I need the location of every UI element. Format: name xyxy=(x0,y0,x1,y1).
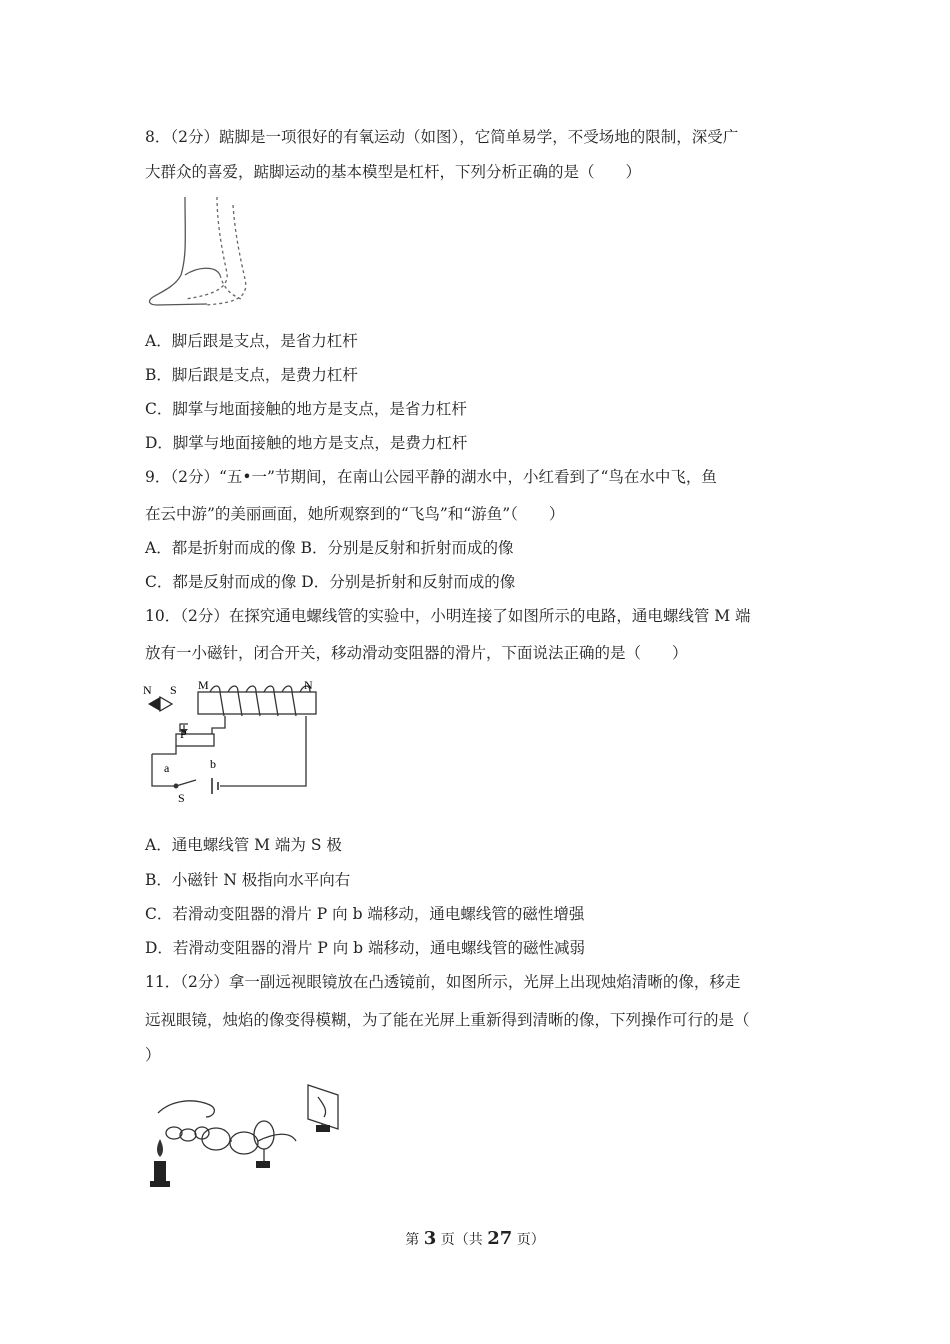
q9-options-ab: A．都是折射而成的像 B．分别是反射和折射而成的像 xyxy=(145,539,514,557)
rheostat-label-b: b xyxy=(210,757,216,771)
rheostat-label-a: a xyxy=(164,761,170,775)
q11-stem-line1: 11．（2分）拿一副远视眼镜放在凸透镜前，如图所示，光屏上出现烛焰清晰的像，移走 xyxy=(145,973,741,991)
needle-label-n: N xyxy=(143,683,152,697)
q8-option-b: B．脚后跟是支点，是费力杠杆 xyxy=(145,366,358,384)
footer-middle: 页（共 xyxy=(436,1232,488,1248)
q8-option-d: D．脚掌与地面接触的地方是支点，是费力杠杆 xyxy=(145,434,468,452)
q11-stem-line2: 远视眼镜，烛焰的像变得模糊，为了能在光屏上重新得到清晰的像，下列操作可行的是（ xyxy=(145,1011,750,1029)
q10-stem-line1: 10．（2分）在探究通电螺线管的实验中，小明连接了如图所示的电路，通电螺线管 M 端 xyxy=(145,607,751,625)
q9-options-cd: C．都是反射而成的像 D．分别是折射和反射而成的像 xyxy=(145,573,516,591)
footer-prefix: 第 xyxy=(405,1232,424,1248)
switch-label-s: S xyxy=(178,791,185,805)
q10-option-b: B．小磁针 N 极指向水平向右 xyxy=(145,871,351,889)
candle-lens-screen-figure xyxy=(140,1075,360,1195)
footer-total-pages: 27 xyxy=(487,1228,513,1249)
solenoid-label-n: N xyxy=(304,678,313,692)
q10-option-d: D．若滑动变阻器的滑片 P 向 b 端移动，通电螺线管的磁性减弱 xyxy=(145,939,585,957)
q8-stem-line1: 8．（2分）踮脚是一项很好的有氧运动（如图），它简单易学，不受场地的限制，深受广 xyxy=(145,128,739,146)
q10-option-c: C．若滑动变阻器的滑片 P 向 b 端移动，通电螺线管的磁性增强 xyxy=(145,905,585,923)
q11-stem-line3: ） xyxy=(145,1046,161,1064)
needle-label-s: S xyxy=(170,683,177,697)
footer-page-number: 3 xyxy=(423,1228,437,1249)
q8-stem-line2: 大群众的喜爱，踮脚运动的基本模型是杠杆，下列分析正确的是（ ） xyxy=(145,163,642,181)
q10-option-a: A．通电螺线管 M 端为 S 极 xyxy=(145,836,342,854)
q8-option-c: C．脚掌与地面接触的地方是支点，是省力杠杆 xyxy=(145,400,467,418)
page-footer xyxy=(0,1228,950,1249)
q9-stem-line2: 在云中游”的美丽画面，她所观察到的“飞鸟”和“游鱼”（ ） xyxy=(145,505,565,523)
foot-figure xyxy=(145,195,265,310)
solenoid-circuit-figure xyxy=(140,676,330,806)
q9-stem-line1: 9．（2分）“五•一”节期间，在南山公园平静的湖水中，小红看到了“鸟在水中飞，鱼 xyxy=(145,468,717,486)
slider-label-p: P xyxy=(180,727,187,741)
footer-suffix: 页） xyxy=(512,1232,545,1248)
solenoid-label-m: M xyxy=(198,678,209,692)
q10-stem-line2: 放有一小磁针，闭合开关，移动滑动变阻器的滑片，下面说法正确的是（ ） xyxy=(145,644,688,662)
q8-option-a: A．脚后跟是支点，是省力杠杆 xyxy=(145,332,358,350)
